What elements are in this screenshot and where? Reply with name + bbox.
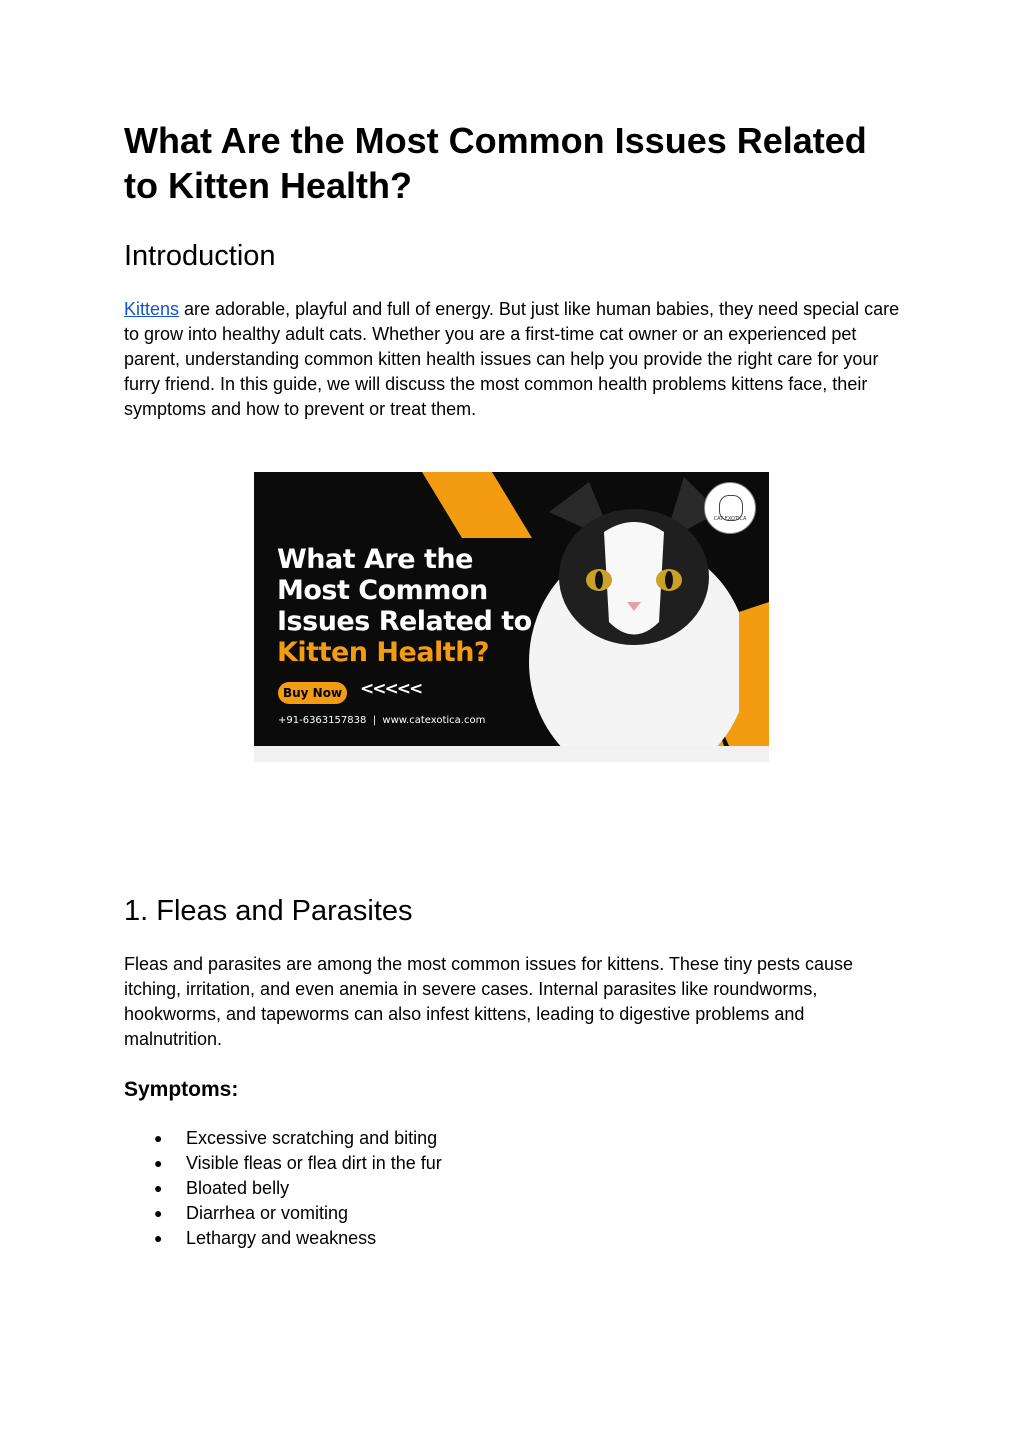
buy-now-button: Buy Now [278,682,347,704]
banner-title: What Are the Most Common Issues Related to Kitten Health? [277,544,532,668]
bullet-icon: ● [154,1130,163,1146]
banner-image [254,472,769,746]
bullet-icon: ● [154,1155,163,1171]
bullet-icon: ● [154,1230,163,1246]
intro-heading: Introduction [124,240,276,272]
bullet-icon: ● [154,1180,163,1196]
banner-image-shadow [254,746,769,762]
bullet-icon: ● [154,1205,163,1221]
list-item: ● Visible fleas or flea dirt in the fur [124,1151,442,1176]
brand-logo [704,482,756,534]
list-item: ● Lethargy and weakness [124,1226,442,1251]
intro-paragraph [124,297,904,422]
section-fleas-heading: 1. Fleas and Parasites [124,895,413,927]
list-item: ● Excessive scratching and biting [124,1126,442,1151]
symptoms-list [124,1126,442,1251]
kittens-link[interactable]: Kittens [124,299,180,319]
chevrons-left-icon: <<<<< [360,679,422,699]
list-item: ● Diarrhea or vomiting [124,1201,442,1226]
list-item: ● Bloated belly [124,1176,442,1201]
logo-text: CAT EXOTICA [713,516,747,522]
intro-body-text: are adorable, playful and full of energy. But just like human babies, they need special care to grow into healthy adult cats. Whether you are a first-time cat owner or an experienced pet parent, understanding common kitten health issues can help you provide the right care for your furry friend. In this guide, we will discuss the most common health problems kittens face, their symptoms and how to prevent or treat them. [124,299,900,419]
section-fleas-paragraph: Fleas and parasites are among the most common issues for kittens. These tiny pests cause itching, irritation, and even anemia in severe cases. Internal parasites like roundworms, hookworms, and tapeworms can also infest kittens, leading to digestive problems and malnutrition. [124,954,854,1049]
banner-contact: +91-6363157838 | www.catexotica.com [278,715,486,726]
symptoms-heading: Symptoms: [124,1078,239,1101]
page-title: What Are the Most Common Issues Related to Kitten Health? [124,120,867,206]
